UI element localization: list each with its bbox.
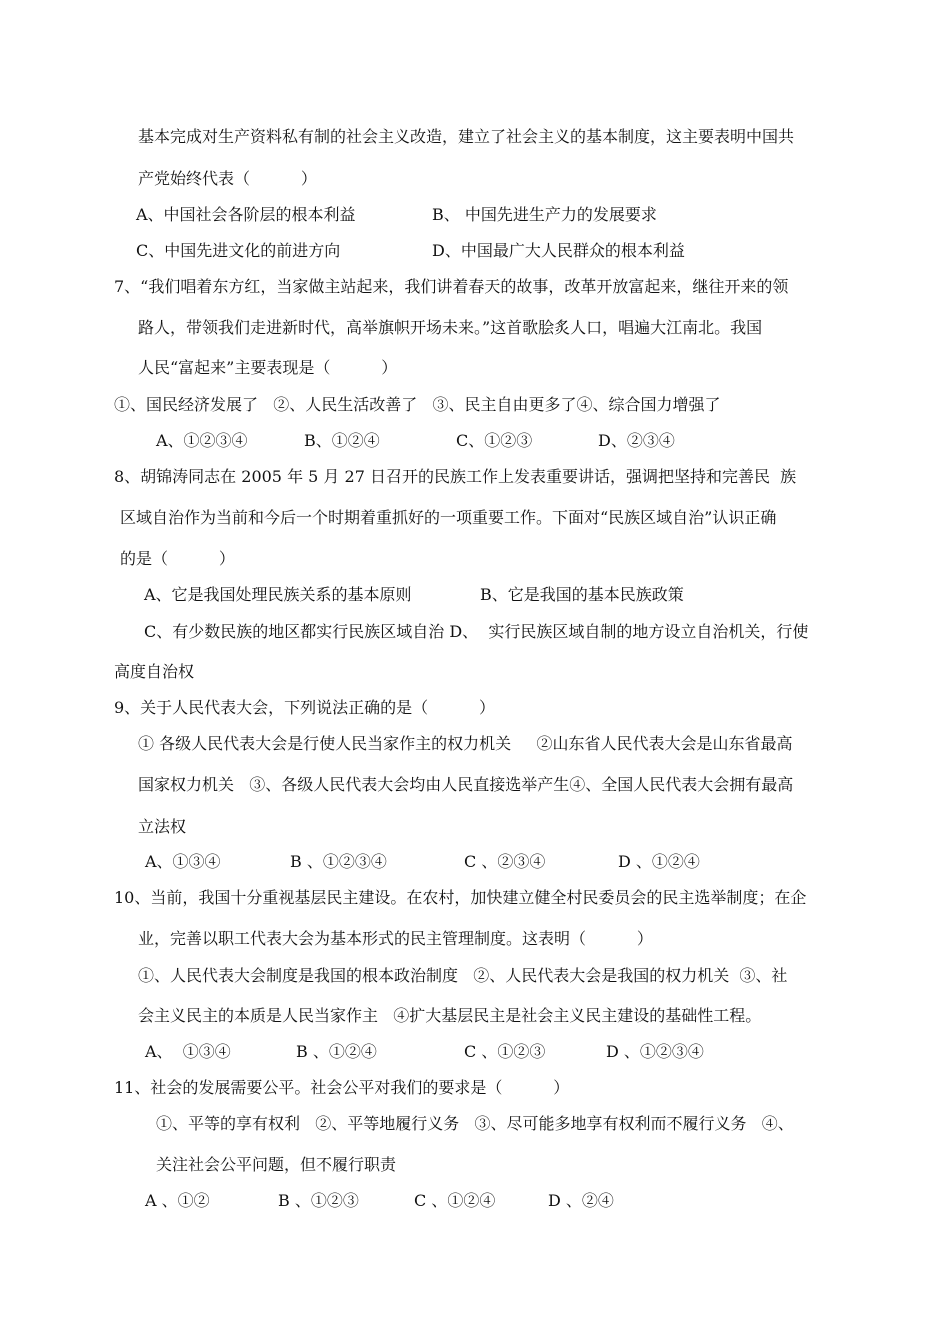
statements: ① 各级人民代表大会是行使人民当家作主的权力机关 ②山东省人民代表大会是山东省最高 [138, 734, 793, 753]
text-line: 业，完善以职工代表大会为基本形式的民主管理制度。这表明（ ） [138, 929, 653, 948]
option-d: D 、①②④ [618, 852, 700, 871]
statements: ①、人民代表大会制度是我国的根本政治制度 ②、人民代表大会是我国的权力机关 ③、社 [138, 966, 788, 985]
option-b: B、 中国先进生产力的发展要求 [432, 205, 657, 224]
text-line: 基本完成对生产资料私有制的社会主义改造，建立了社会主义的基本制度，这主要表明中国共 [138, 127, 795, 146]
question-stem: 10、当前，我国十分重视基层民主建设。在农村，加快建立健全村民委员会的民主选举制度；在企 [114, 888, 807, 907]
option-b: B 、①②③ [278, 1191, 359, 1210]
question-stem: 11、社会的发展需要公平。社会公平对我们的要求是（ ） [114, 1078, 570, 1097]
question-stem: 7、“我们唱着东方红，当家做主站起来，我们讲着春天的故事，改革开放富起来，继往开来的领 [114, 277, 789, 296]
option-a: A、 ①③④ [145, 1042, 231, 1061]
option-c: C 、①②③ [464, 1042, 546, 1061]
text-line: 高度自治权 [114, 662, 195, 681]
text-line: 区域自治作为当前和今后一个时期着重抓好的一项重要工作。下面对“民族区域自治”认识正确 [120, 508, 777, 527]
question-stem: 8、胡锦涛同志在 2005 年 5 月 27 日召开的民族工作上发表重要讲话，强调把坚持和完善民 族 [114, 467, 797, 486]
text-line: 的是（ ） [120, 549, 235, 568]
option-c: C 、②③④ [464, 852, 546, 871]
option-c: C、中国先进文化的前进方向 [136, 241, 341, 260]
text-line: 国家权力机关 ③、各级人民代表大会均由人民直接选举产生④、全国人民代表大会拥有最高 [138, 775, 794, 794]
text-line: 关注社会公平问题，但不履行职责 [156, 1155, 397, 1174]
option-a: A 、①② [145, 1191, 210, 1210]
text-line: 产党始终代表（ ） [138, 169, 317, 188]
option-a: A、中国社会各阶层的根本利益 [136, 205, 356, 224]
option-d: D、中国最广大人民群众的根本利益 [432, 241, 685, 260]
text-line: 人民“富起来”主要表现是（ ） [138, 358, 398, 377]
option-a: A、①③④ [145, 852, 221, 871]
option-c: C 、①②④ [414, 1191, 496, 1210]
option-a: A、它是我国处理民族关系的基本原则 [144, 585, 412, 604]
option-b: B 、①②③④ [290, 852, 387, 871]
option-c-d: C、有少数民族的地区都实行民族区域自治 D、 实行民族区域自制的地方设立自治机关，行使 [144, 622, 809, 641]
option-a: A、①②③④ [156, 431, 248, 450]
text-line: 立法权 [138, 817, 187, 836]
question-stem: 9、关于人民代表大会，下列说法正确的是（ ） [114, 698, 496, 717]
option-d: D 、①②③④ [606, 1042, 704, 1061]
text-line: 会主义民主的本质是人民当家作主 ④扩大基层民主是社会主义民主建设的基础性工程。 [138, 1006, 762, 1025]
option-c: C、①②③ [456, 431, 533, 450]
option-d: D 、②④ [548, 1191, 614, 1210]
statements: ①、平等的享有权利 ②、平等地履行义务 ③、尽可能多地享有权利而不履行义务 ④、 [156, 1114, 794, 1133]
option-b: B 、①②④ [296, 1042, 377, 1061]
statements: ①、国民经济发展了 ②、人民生活改善了 ③、民主自由更多了④、综合国力增强了 [114, 395, 721, 414]
option-b: B、①②④ [304, 431, 380, 450]
option-d: D、②③④ [598, 431, 675, 450]
text-line: 路人，带领我们走进新时代，高举旗帜开场未来。”这首歌脍炙人口，唱遍大江南北。我国 [138, 318, 763, 337]
option-b: B、它是我国的基本民族政策 [480, 585, 684, 604]
